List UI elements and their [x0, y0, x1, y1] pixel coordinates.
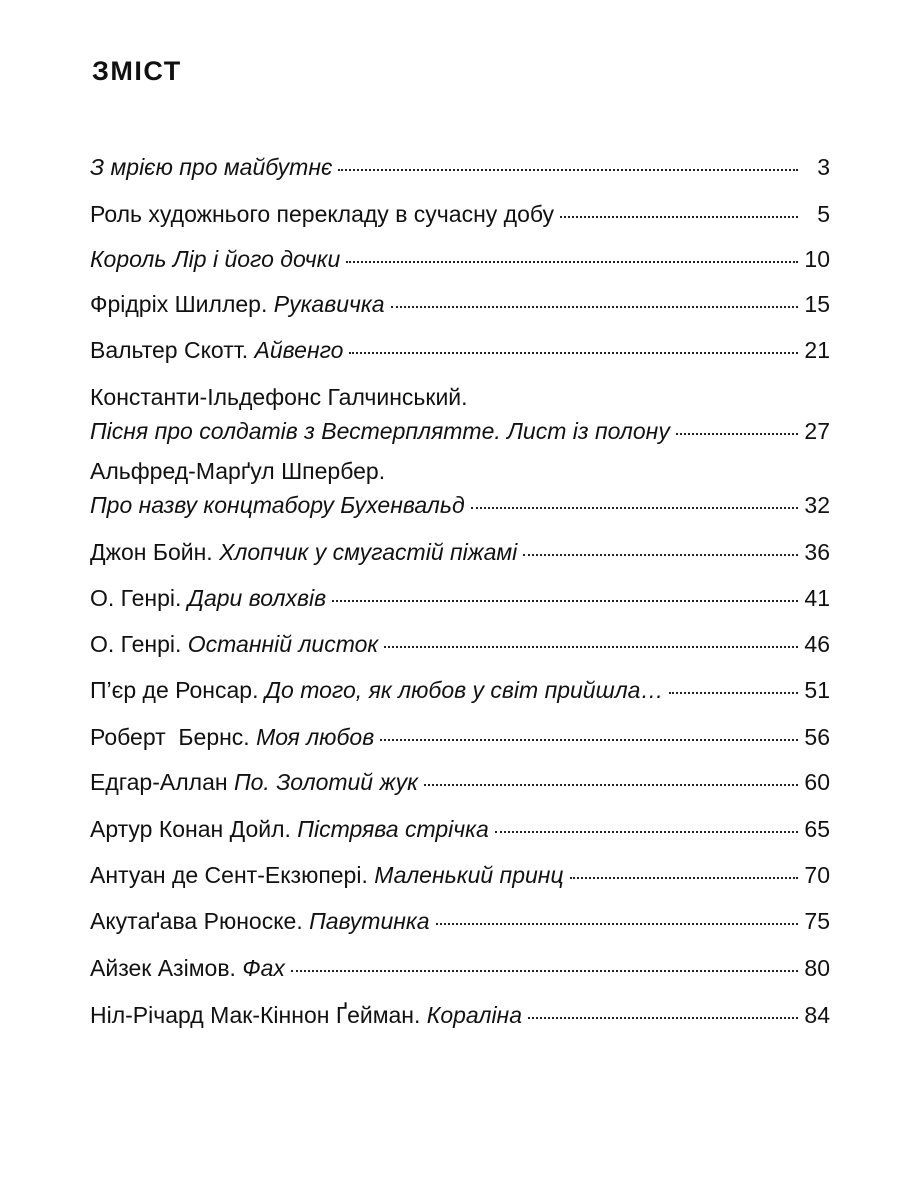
toc-entry	[90, 244, 830, 274]
toc-line	[90, 335, 830, 365]
toc-entry	[90, 456, 830, 520]
toc-entry-author: Ніл-Річард Мак-Кіннон Ґейман.	[90, 1002, 427, 1028]
toc-entry-page: 3	[817, 154, 830, 180]
toc-entry-text	[90, 767, 418, 797]
toc-entry	[90, 199, 830, 229]
toc-entry-text	[90, 860, 564, 890]
toc-entry-work: Дари волхвів	[187, 585, 327, 611]
toc-entry	[90, 906, 830, 936]
dot-leader	[384, 646, 798, 648]
toc-line	[90, 675, 830, 705]
dot-leader	[346, 261, 798, 263]
toc-entry-text	[90, 906, 430, 936]
toc-entry-work: Останній листок	[187, 631, 379, 657]
toc-entry-page: 41	[804, 585, 830, 611]
dot-leader	[471, 507, 798, 509]
dot-leader	[291, 970, 798, 972]
toc-entry	[90, 289, 830, 319]
toc-entry-work: Кораліна	[426, 1002, 522, 1028]
toc-line	[90, 767, 830, 797]
toc-entry-page: 51	[804, 677, 830, 703]
toc-entry-page: 32	[804, 492, 830, 518]
toc-entry-author: Фрідріх Шиллер.	[90, 291, 274, 317]
dot-leader	[349, 352, 798, 354]
dot-leader	[424, 784, 798, 786]
toc-entry-work: Про назву концтабору Бухенвальд	[90, 492, 465, 518]
toc-entry	[90, 152, 830, 182]
toc-entry-page: 15	[804, 291, 830, 317]
dot-leader	[338, 169, 798, 171]
toc-entry	[90, 860, 830, 890]
toc-line	[90, 722, 830, 752]
toc-line	[90, 244, 830, 274]
toc-entry-page: 80	[804, 955, 830, 981]
toc-entry-text	[90, 1000, 522, 1030]
toc-entry-work: Пістрява стрічка	[297, 816, 489, 842]
toc-entry-text	[90, 152, 332, 182]
toc-entry-work: Фах	[242, 955, 285, 981]
toc-entry-page: 70	[804, 862, 830, 888]
toc-entry-author: Роль художнього перекладу в сучасну добу	[90, 201, 555, 227]
toc-line	[90, 906, 830, 936]
dot-leader	[495, 831, 798, 833]
toc-entry-page: 36	[804, 539, 830, 565]
toc-entry-author: О. Генрі.	[90, 631, 188, 657]
toc-line	[90, 537, 830, 567]
toc-entry-work: Айвенго	[254, 337, 344, 363]
toc-line	[90, 629, 830, 659]
toc-entry-work: До того, як любов у світ прийшла…	[264, 677, 664, 703]
toc-entry-page: 84	[804, 1002, 830, 1028]
dot-leader	[523, 554, 798, 556]
toc-entry-text	[90, 289, 385, 319]
dot-leader	[669, 692, 798, 694]
toc-line	[90, 289, 830, 319]
toc-line	[90, 814, 830, 844]
toc-entry-author: Едгар-Аллан	[90, 769, 234, 795]
toc-entry-author: Артур Конан Дойл.	[90, 816, 298, 842]
toc-entry	[90, 767, 830, 797]
toc-entry-text	[90, 583, 326, 613]
toc-line	[90, 953, 830, 983]
toc-entry-text	[90, 675, 663, 705]
toc-entry-author: Джон Бойн.	[90, 539, 220, 565]
toc-entry-page: 65	[804, 816, 830, 842]
dot-leader	[332, 600, 798, 602]
toc-entry-text	[90, 722, 374, 752]
dot-leader	[570, 877, 798, 879]
toc-line	[90, 490, 830, 520]
toc-entry-author: Айзек Азімов.	[90, 955, 243, 981]
toc-entry	[90, 722, 830, 752]
dot-leader	[436, 923, 798, 925]
toc-line	[90, 152, 830, 182]
toc-entry-page: 56	[804, 724, 830, 750]
toc-entry-work: Павутинка	[309, 908, 430, 934]
toc-line	[90, 1000, 830, 1030]
toc-entry-text	[90, 953, 285, 983]
toc-entry-author: Антуан де Сент-Екзюпері.	[90, 862, 375, 888]
toc-entry-author: Акутаґава Рюноске.	[90, 908, 310, 934]
toc-entry-author: Константи-Ільдефонс Галчинський.	[90, 384, 468, 410]
toc-entry-work: З мрією про майбутнє	[90, 154, 333, 180]
dot-leader	[380, 739, 798, 741]
toc-entry-author: П’єр де Ронсар.	[90, 677, 265, 703]
toc-entry	[90, 335, 830, 365]
toc-line	[90, 416, 830, 446]
dot-leader	[391, 306, 798, 308]
toc-entry-author: Альфред-Марґул Шпербер.	[90, 458, 386, 484]
toc-entry-work: Король Лір і його дочки	[90, 246, 341, 272]
toc-entry-page: 46	[804, 631, 830, 657]
toc-line	[90, 583, 830, 613]
toc-entry-work: По. Золотий жук	[233, 769, 418, 795]
toc-entry	[90, 629, 830, 659]
toc-entry	[90, 814, 830, 844]
dot-leader	[528, 1017, 798, 1019]
toc-entry	[90, 537, 830, 567]
toc-entry-page: 27	[804, 418, 830, 444]
toc-entry-text	[90, 244, 340, 274]
toc-entry-page: 21	[804, 337, 830, 363]
toc-entry	[90, 1000, 830, 1030]
toc-entry-text	[90, 629, 378, 659]
toc-entry	[90, 953, 830, 983]
dot-leader	[560, 216, 798, 218]
dot-leader	[676, 433, 798, 435]
toc-entry	[90, 583, 830, 613]
toc-line	[90, 860, 830, 890]
toc-line	[90, 199, 830, 229]
toc-entry-text	[90, 537, 517, 567]
toc-entry-text	[90, 335, 343, 365]
toc-entry-work: Маленький принц	[374, 862, 564, 888]
toc-entry-page: 10	[804, 246, 830, 272]
toc-entry	[90, 675, 830, 705]
page-title: ЗМІСТ	[92, 56, 182, 86]
toc-entry-work: Рукавичка	[273, 291, 385, 317]
toc-entry-page: 75	[804, 908, 830, 934]
toc-entry-author: Роберт Бернс.	[90, 724, 257, 750]
toc-entry-page: 5	[817, 201, 830, 227]
toc-entry-page: 60	[804, 769, 830, 795]
toc-entry-author: О. Генрі.	[90, 585, 188, 611]
toc-entry-text	[90, 814, 489, 844]
toc-entry-author: Вальтер Скотт.	[90, 337, 255, 363]
toc-entry-text	[90, 199, 554, 229]
toc-entry-work: Моя любов	[256, 724, 375, 750]
toc-entry-work: Хлопчик у смугастій піжамі	[219, 539, 518, 565]
toc-entry	[90, 382, 830, 446]
toc-entry-work: Пісня про солдатів з Вестерплятте. Лист із полону	[90, 418, 670, 444]
